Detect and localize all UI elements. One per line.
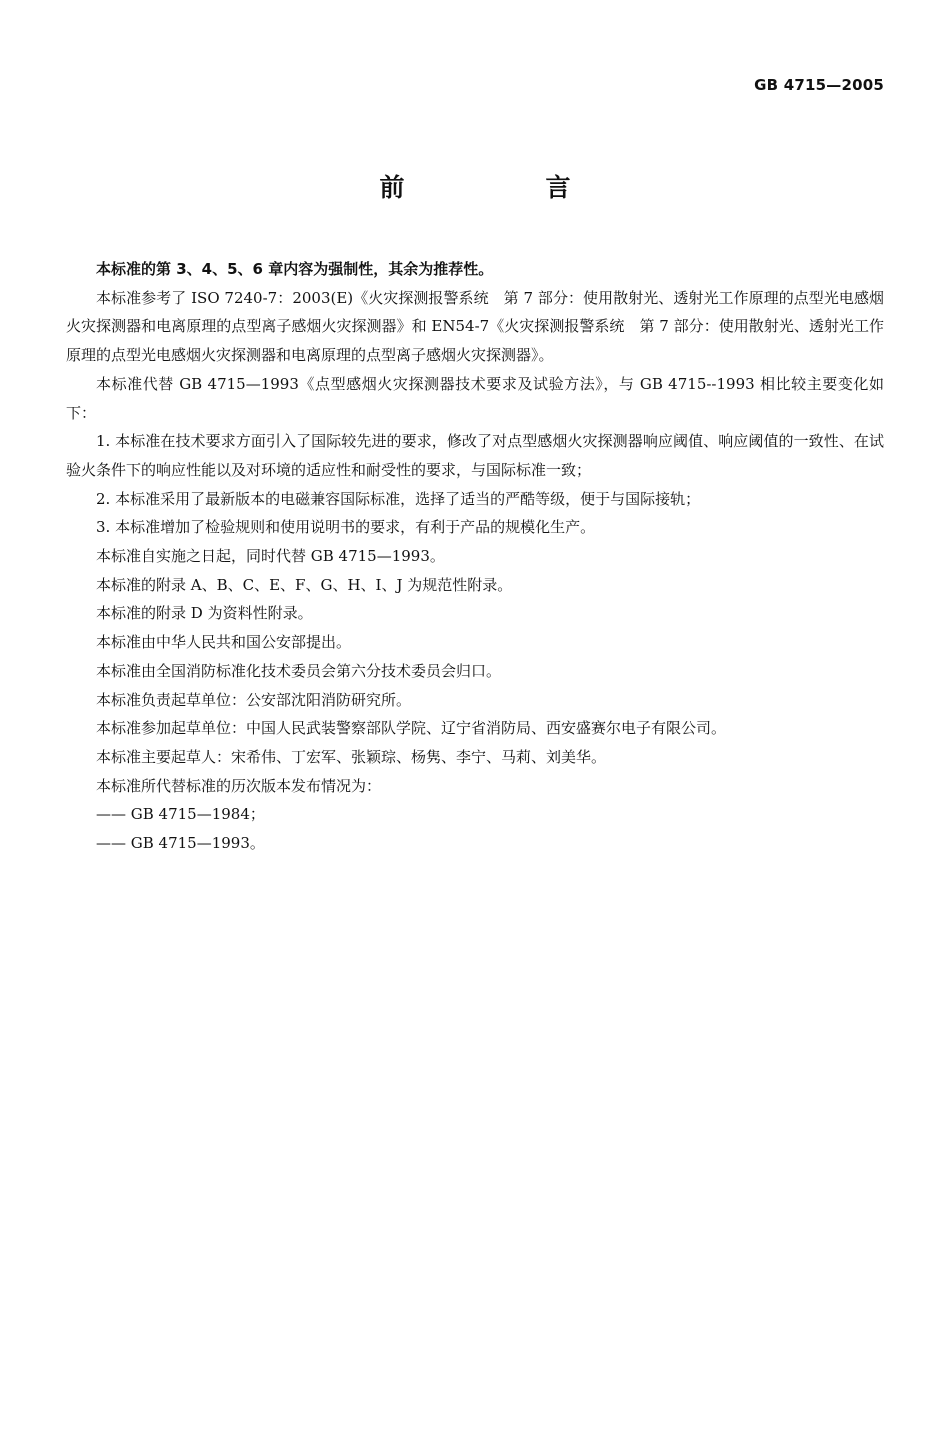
- responsible-drafter-paragraph: 本标准负责起草单位：公安部沈阳消防研究所。: [96, 690, 412, 709]
- participating-drafters-paragraph: 本标准参加起草单位：中国人民武装警察部队学院、辽宁省消防局、西安盛赛尔电子有限公司。: [96, 719, 727, 738]
- committee-paragraph: 本标准由全国消防标准化技术委员会第六分技术委员会归口。: [96, 661, 502, 680]
- replacement-paragraph: 本标准代替 GB 4715—1993《点型感烟火灾探测器技术要求及试验方法》，与 GB 4715--1993 相比较主要变化如下：: [66, 374, 884, 422]
- reference-paragraph: 本标准参考了 ISO 7240-7：2003(E)《火灾探测报警系统 第 7 部分：使用散射光、透射光工作原理的点型光电感烟火灾探测器和电离原理的点型离子感烟火灾探测器》和 EN54-7《火灾探测报警系统 第 7 部分：使用散射光、透射光工作原理的点型光电感烟火灾探测器和电离原理的点型离子感烟火灾探测器》。: [66, 288, 884, 365]
- document-code: GB 4715—2005: [754, 76, 884, 94]
- history-intro-paragraph: 本标准所代替标准的历次版本发布情况为：: [96, 776, 382, 795]
- normative-annex-paragraph: 本标准的附录 A、B、C、E、F、G、H、I、J 为规范性附录。: [96, 575, 513, 594]
- informative-annex-paragraph: 本标准的附录 D 为资料性附录。: [96, 604, 313, 623]
- proposer-paragraph: 本标准由中华人民共和国公安部提出。: [96, 633, 352, 652]
- history-item: —— GB 4715—1993。: [96, 834, 265, 853]
- change-item-1: 1. 本标准在技术要求方面引入了国际较先进的要求，修改了对点型感烟火灾探测器响应阈值、响应阈值的一致性、在试验火条件下的响应性能以及对环境的适应性和耐受性的要求，与国际标准一致；: [66, 432, 884, 479]
- mandatory-statement: 本标准的第 3、4、5、6 章内容为强制性，其余为推荐性。: [96, 260, 494, 278]
- change-item-3: 3. 本标准增加了检验规则和使用说明书的要求，有利于产品的规模化生产。: [96, 518, 596, 537]
- history-item: —— GB 4715—1984；: [96, 805, 265, 824]
- main-drafters-paragraph: 本标准主要起草人：宋希伟、丁宏军、张颖琮、杨隽、李宁、马莉、刘美华。: [96, 747, 607, 766]
- change-item-2: 2. 本标准采用了最新版本的电磁兼容国际标准，选择了适当的严酷等级，便于与国际接轨；: [96, 489, 701, 508]
- page-title: 前 言: [379, 173, 629, 202]
- effective-paragraph: 本标准自实施之日起，同时代替 GB 4715—1993。: [96, 547, 445, 566]
- foreword-body: [66, 255, 884, 858]
